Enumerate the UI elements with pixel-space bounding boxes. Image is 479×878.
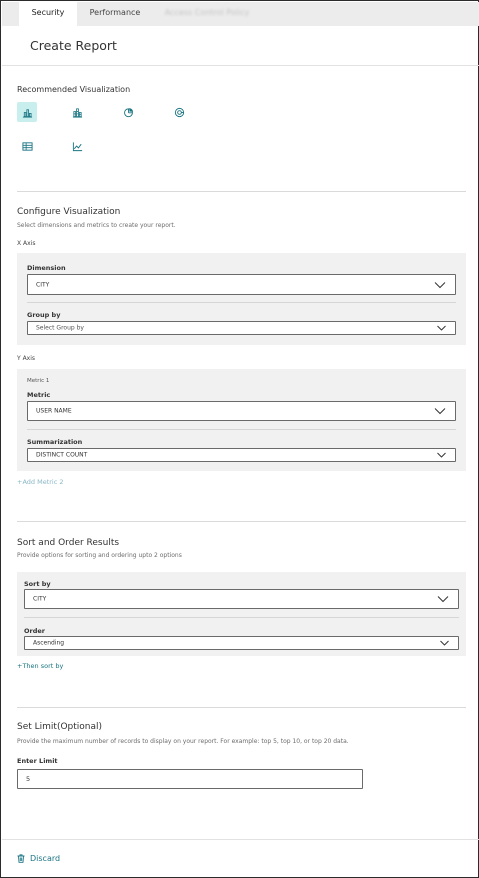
sort-order-title: Sort and Order Results <box>17 538 120 548</box>
discard-label: Discard <box>30 854 61 863</box>
pie-chart-icon[interactable] <box>118 102 138 122</box>
dimension-value: CITY <box>36 281 50 288</box>
sort-by-select[interactable] <box>24 589 459 609</box>
chevron-down-icon <box>440 641 449 646</box>
group-by-placeholder: Select Group by <box>36 324 84 332</box>
group-by-select[interactable] <box>27 321 456 335</box>
metric-label: Metric <box>27 391 51 399</box>
metric-value: USER NAME <box>36 407 72 415</box>
enter-limit-label: Enter Limit <box>17 757 58 765</box>
summarization-select[interactable] <box>27 448 456 462</box>
recommended-visualization-title: Recommended Visualization <box>17 85 131 94</box>
sort-divider <box>24 617 459 618</box>
x-axis-label: X Axis <box>17 240 36 247</box>
metric-divider <box>27 429 456 430</box>
chevron-down-icon <box>434 281 446 288</box>
chevron-down-icon <box>437 326 446 331</box>
page-title: Create Report <box>30 38 117 53</box>
set-limit-subtitle: Provide the maximum number of records to display on your report. For example: top 5, top 10, or top 20 data. <box>17 738 349 745</box>
chevron-down-icon <box>434 408 446 415</box>
order-label: Order <box>24 627 45 635</box>
divider-1 <box>17 191 466 192</box>
sort-panel <box>17 572 466 656</box>
sort-by-value: CITY <box>33 595 47 603</box>
dimension-select[interactable] <box>27 274 456 295</box>
divider-2 <box>17 521 466 522</box>
add-metric-link[interactable]: +Add Metric 2 <box>17 478 64 486</box>
header-divider <box>2 65 479 66</box>
chevron-down-icon <box>437 453 446 458</box>
metric-1-heading: Metric 1 <box>27 378 50 384</box>
limit-input[interactable] <box>17 769 363 789</box>
table-icon[interactable] <box>17 136 37 156</box>
tab-access-control-policy[interactable]: Access Control Policy <box>164 8 250 17</box>
dimension-label: Dimension <box>27 264 66 272</box>
x-axis-panel <box>17 253 466 345</box>
sort-order-subtitle: Provide options for sorting and ordering upto 2 options <box>17 552 182 559</box>
y-axis-label: Y Axis <box>17 355 36 362</box>
footer-divider <box>2 839 479 840</box>
dimension-divider <box>27 302 456 303</box>
configure-visualization-subtitle: Select dimensions and metrics to create your report. <box>17 222 176 229</box>
sort-by-label: Sort by <box>24 580 51 588</box>
summarization-value: DISTINCT COUNT <box>36 451 88 459</box>
trash-icon <box>17 854 25 863</box>
tab-performance[interactable]: Performance <box>89 8 141 17</box>
order-select[interactable] <box>24 636 459 650</box>
limit-value: 5 <box>26 775 31 783</box>
y-axis-panel <box>17 369 466 471</box>
discard-button[interactable] <box>17 854 60 863</box>
bar-chart-icon[interactable] <box>17 102 37 122</box>
donut-chart-icon[interactable] <box>169 102 189 122</box>
tab-security[interactable]: Security <box>19 2 77 26</box>
set-limit-title: Set Limit(Optional) <box>17 722 103 732</box>
metric-select[interactable] <box>27 401 456 421</box>
line-chart-icon[interactable] <box>67 136 87 156</box>
configure-visualization-title: Configure Visualization <box>17 207 121 217</box>
group-by-label: Group by <box>27 311 61 319</box>
divider-3 <box>17 707 466 708</box>
then-sort-by-link[interactable]: +Then sort by <box>17 662 64 670</box>
tab-bar <box>2 2 479 26</box>
summarization-label: Summarization <box>27 438 83 446</box>
chevron-down-icon <box>437 596 449 603</box>
stacked-bar-chart-icon[interactable] <box>67 102 87 122</box>
order-value: Ascending <box>33 639 65 647</box>
